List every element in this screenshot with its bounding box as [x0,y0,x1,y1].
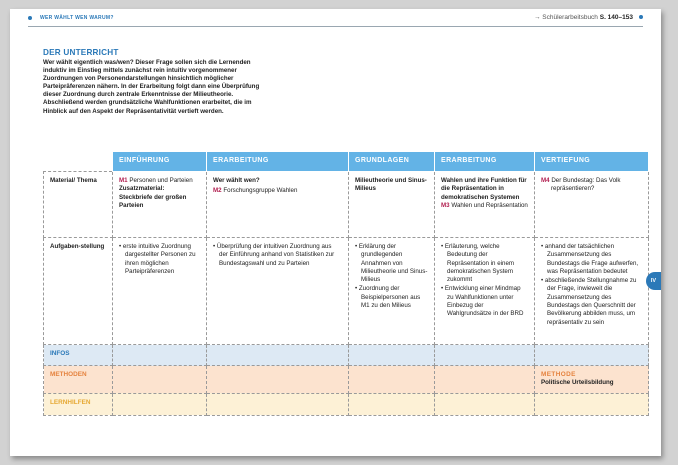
lesson-plan-table [43,151,649,416]
column-header-grundlagen: GRUNDLAGEN [349,152,435,172]
row-label-infos: INFOS [44,345,113,366]
header-divider [28,26,643,27]
cell-material-grundlagen: Milieutheorie und Sinus-Milieus [349,172,435,238]
bullet-dot-icon [28,16,32,20]
column-header-einfuehrung: EINFÜHRUNG [113,152,207,172]
cell-material-erarbeitung: Wer wählt wen? M2 Forschungsgruppe Wahlen [207,172,349,238]
row-label-lernhilfen: LERNHILFEN [44,393,113,415]
cell-material-erarbeitung-2: Wahlen und ihre Funktion für die Repräsentation in demokratischen Systemen M3 Wahlen und Repräsentation [435,172,535,238]
cell-aufgaben-vertiefung: • anhand der tatsächlichen Zusammensetzung des Bundestags die Frage aufwerfen, was Repräsentation bedeutet • abschließende Stellungnahme zu der Frage, inwieweit die Zusammensetzung des Bundestags den Querschnitt der Bevölkerung abbilden muss, um repräsentativ zu sein [535,238,649,345]
cell-material-vertiefung: M4 Der Bundestag: Das Volk repräsentieren? [535,172,649,238]
intro-paragraph: Wer wählt eigentlich was/wen? Dieser Frage sollen sich die Lernenden induktiv im Einstieg mittels zunächst rein intuitiv vorgenommener Zuordnungen von Personendarstellungen hinsichtlich möglicher Parteipräferenzen nähern. In der Erarbeitung folgt dann eine Überprüfung dieser Zuordnung durch zentrale Erkenntnisse der Milieutheorie. Abschließend werden grundsätzliche Wahlfunktionen erarbeitet, die im Hinblick auf den Aspekt der Repräsentativität vertieft werden. [43,59,260,115]
book-page [10,9,661,456]
table-row-lernhilfen [44,393,649,415]
chapter-tab[interactable]: IV [646,272,661,290]
table-header-row [44,152,649,172]
cell-aufgaben-erarbeitung-2: • Erläuterung, welche Bedeutung der Repräsentation in einem demokratischen System zukommt • Entwicklung einer Mindmap zu Wahlfunktionen unter Einbezug der Wahlgrundsätze in der BRD [435,238,535,345]
row-label-methoden: METHODEN [44,366,113,394]
row-label-aufgabenstellung: Aufgaben-stellung [44,238,113,345]
cell-aufgaben-grundlagen: • Erklärung der grundlegenden Annahmen von Milieutheorie und Sinus-Milieus • Zuordnung der Beispielpersonen aus M1 zu den Milieus [349,238,435,345]
table-row-material [44,172,649,238]
cell-aufgaben-einfuehrung: • erste intuitive Zuordnung dargestellter Personen zu ihren möglichen Parteipräferenzen [113,238,207,345]
column-header-erarbeitung-2: ERARBEITUNG [435,152,535,172]
column-header-erarbeitung: ERARBEITUNG [207,152,349,172]
column-header-vertiefung: VERTIEFUNG [535,152,649,172]
bullet-dot-icon [639,15,643,19]
table-row-infos [44,345,649,366]
cell-material-einfuehrung: M1 Personen und Parteien Zusatzmaterial: Steckbriefe der großen Parteien [113,172,207,238]
cell-methoden-vertiefung: METHODE Politische Urteilsbildung [535,366,649,394]
table-row-methoden [44,366,649,394]
row-label-material: Material/ Thema [44,172,113,238]
running-header [28,15,643,25]
section-heading: DER UNTERRICHT [43,48,119,57]
cell-aufgaben-erarbeitung: • Überprüfung der intuitiven Zuordnung aus der Einführung anhand von Statistiken zur Bundestagswahl und zu Parteien [207,238,349,345]
table-row-aufgabenstellung [44,238,649,345]
running-title: WER WÄHLT WEN WARUM? [28,15,114,21]
book-reference: → Schülerarbeitsbuch S. 140–153 [534,14,643,21]
